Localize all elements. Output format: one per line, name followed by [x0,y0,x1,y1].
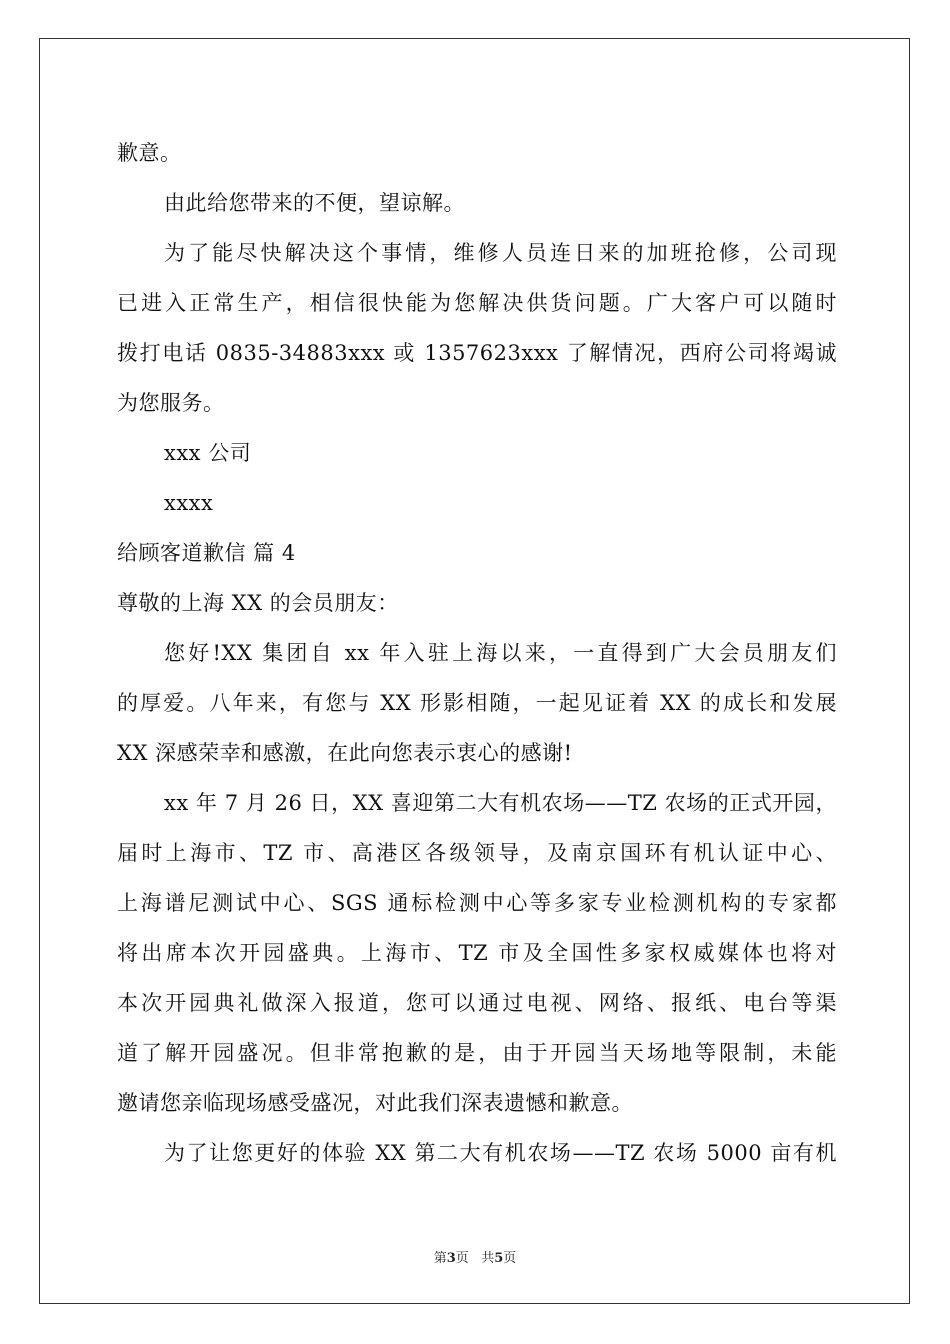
paragraph-line: 已进入正常生产，相信很快能为您解决供货问题。广大客户可以随时 [117,291,837,315]
paragraph-line: 拨打电话 0835-34883xxx 或 1357623xxx 了解情况，西府公司将竭诚 [117,341,837,365]
section-heading: 给顾客道歉信 篇 4 [117,541,296,565]
paragraph-line: 为您服务。 [117,391,225,415]
paragraph-line: 届时上海市、TZ 市、高港区各级领导，及南京国环有机认证中心、 [117,841,837,865]
signature-company: xxx 公司 [164,441,252,465]
paragraph-line: 歉意。 [117,141,182,165]
salutation: 尊敬的上海 XX 的会员朋友： [117,591,399,615]
paragraph-line: 您好!XX 集团自 xx 年入驻上海以来，一直得到广大会员朋友们 [164,641,837,665]
page-total-prefix: 共 [481,1251,495,1266]
page-number-current: 3 [446,1251,456,1266]
paragraph-line: 由此给您带来的不便，望谅解。 [164,191,465,215]
page-total-suffix: 页 [503,1251,517,1266]
page-footer [0,1247,950,1266]
paragraph-line: XX 深感荣幸和感激，在此向您表示衷心的感谢! [117,741,573,765]
paragraph-line: 上海谱尼测试中心、SGS 通标检测中心等多家专业检测机构的专家都 [117,891,837,915]
paragraph-line: 本次开园典礼做深入报道，您可以通过电视、网络、报纸、电台等渠 [117,991,837,1015]
page-number-suffix: 页 [455,1251,469,1266]
page-number-prefix: 第 [433,1251,447,1266]
paragraph-line: 道了解开园盛况。但非常抱歉的是，由于开园当天场地等限制，未能 [117,1041,837,1065]
paragraph-line: 的厚爱。八年来，有您与 XX 形影相随，一起见证着 XX 的成长和发展 [117,691,837,715]
paragraph-line: 为了让您更好的体验 XX 第二大有机农场——TZ 农场 5000 亩有机 [164,1141,837,1165]
signature-date: xxxx [164,491,214,515]
page-total: 5 [494,1251,504,1266]
document-body [117,128,837,1178]
paragraph-line: 将出席本次开园盛典。上海市、TZ 市及全国性多家权威媒体也将对 [117,941,837,965]
paragraph-line: 邀请您亲临现场感受盛况，对此我们深表遗憾和歉意。 [117,1091,633,1115]
paragraph-line: xx 年 7 月 26 日，XX 喜迎第二大有机农场——TZ 农场的正式开园， [164,791,837,815]
paragraph-line: 为了能尽快解决这个事情，维修人员连日来的加班抢修，公司现 [164,241,837,265]
